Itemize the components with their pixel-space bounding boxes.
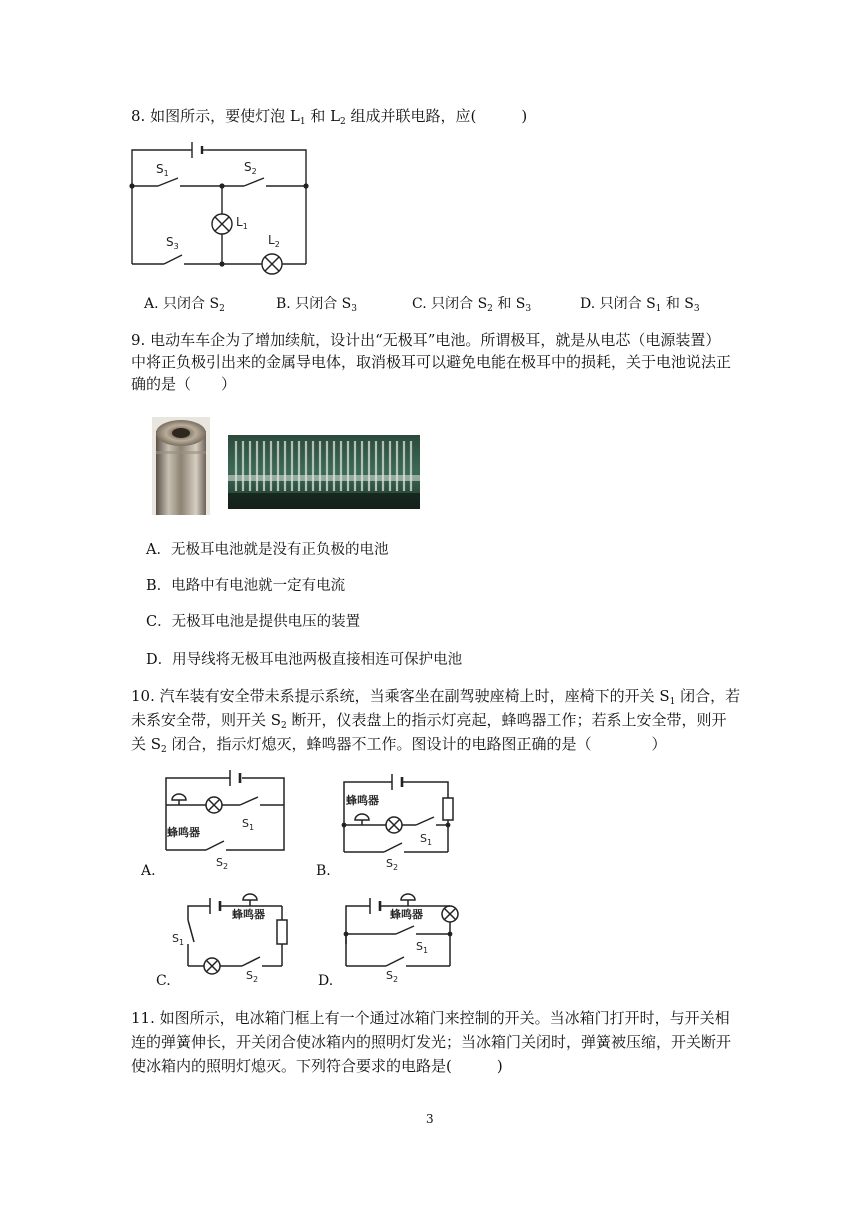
svg-text:S1: $S_1$ (416, 940, 429, 955)
q10-label-b: B. (316, 863, 331, 879)
q11-stem-line-3: 使冰箱内的照明灯熄灭。下列符合要求的电路是( ) (131, 1057, 503, 1075)
svg-text:蜂鸣器: 蜂鸣器 (167, 826, 200, 839)
q10-circuit-b[interactable] (336, 770, 466, 870)
q9-option-b[interactable]: B．电路中有电池就一定有电流 (146, 578, 346, 594)
svg-text:S2: $S_2$ (244, 160, 257, 176)
svg-text:S1: $S_1$ (420, 832, 433, 847)
q10-circuit-d[interactable] (336, 884, 466, 984)
q9-option-a[interactable]: A．无极耳电池就是没有正负极的电池 (146, 542, 389, 558)
q10-label-c: C. (156, 973, 171, 989)
svg-text:蜂鸣器: 蜂鸣器 (346, 794, 379, 807)
q10-circuit-a[interactable] (134, 770, 294, 880)
q8-option-b[interactable]: B. 只闭合 $S_3$ (276, 296, 357, 314)
q11-stem-line-1: 11. 如图所示，电冰箱门框上有一个通过冰箱门来控制的开关。当冰箱门打开时，与开关相 (131, 1009, 730, 1027)
svg-text:S2: $S_2$ (246, 969, 259, 984)
page-number: 3 (426, 1112, 434, 1126)
svg-text:S3: $S_3$ (166, 235, 179, 251)
q9-stem-line-2: 中将正负极引出来的金属导电体，取消极耳可以避免电能在极耳中的损耗，关于电池说法正 (131, 353, 732, 371)
battery-cell-photo (152, 417, 210, 515)
svg-text:蜂鸣器: 蜂鸣器 (232, 908, 265, 921)
q9-stem-line-1: 9. 电动车车企为了增加续航，设计出“无极耳”电池。所谓极耳，就是从电芯（电源装置） (131, 331, 721, 349)
svg-text:蜂鸣器: 蜂鸣器 (390, 908, 423, 921)
svg-text:S1: $S_1$ (156, 162, 169, 178)
svg-text:S1: $S_1$ (172, 932, 185, 947)
q10-label-d: D. (318, 973, 334, 989)
q9-stem-line-3: 确的是（ ） (131, 375, 237, 393)
battery-tab-photo (228, 435, 420, 509)
q11-stem-line-2: 连的弹簧伸长，开关闭合使冰箱内的照明灯发光；当冰箱门关闭时，弹簧被压缩，开关断开 (131, 1033, 732, 1051)
q8-stem: 8. 如图所示，要使灯泡 $L_1$ 和 $L_2$ 组成并联电路，应( ) (131, 107, 528, 127)
svg-text:S2: $S_2$ (386, 857, 399, 870)
q10-stem-line-1: 10. 汽车装有安全带未系提示系统，当乘客坐在副驾驶座椅上时，座椅下的开关 $S_1$ 闭合，若 (131, 687, 741, 707)
svg-text:S1: $S_1$ (242, 817, 255, 832)
q10-stem-line-3: 关 $S_2$ 闭合，指示灯熄灭，蜂鸣器不工作。图设计的电路图正确的是（ ） (131, 735, 667, 755)
q8-option-c[interactable]: C. 只闭合 $S_2$ 和 $S_3$ (412, 296, 532, 314)
q8-option-a[interactable]: A. 只闭合 $S_2$ (144, 296, 225, 314)
q8-circuit-diagram (126, 138, 316, 278)
q8-option-d[interactable]: D. 只闭合 $S_1$ 和 $S_3$ (580, 296, 700, 314)
q9-option-d[interactable]: D．用导线将无极耳电池两极直接相连可保护电池 (146, 652, 463, 668)
svg-text:L2: $L_2$ (268, 233, 280, 249)
q10-label-a: A. (141, 863, 156, 879)
q10-stem-line-2: 未系安全带，则开关 $S_2$ 断开，仪表盘上的指示灯亮起，蜂鸣器工作；若系上安全带，则开 (131, 711, 727, 731)
svg-text:L1: $L_1$ (236, 215, 248, 231)
q9-option-c[interactable]: C．无极耳电池是提供电压的装置 (146, 614, 361, 630)
svg-text:S2: $S_2$ (216, 856, 229, 871)
svg-text:S2: $S_2$ (386, 969, 399, 984)
q10-circuit-c[interactable] (170, 884, 300, 984)
